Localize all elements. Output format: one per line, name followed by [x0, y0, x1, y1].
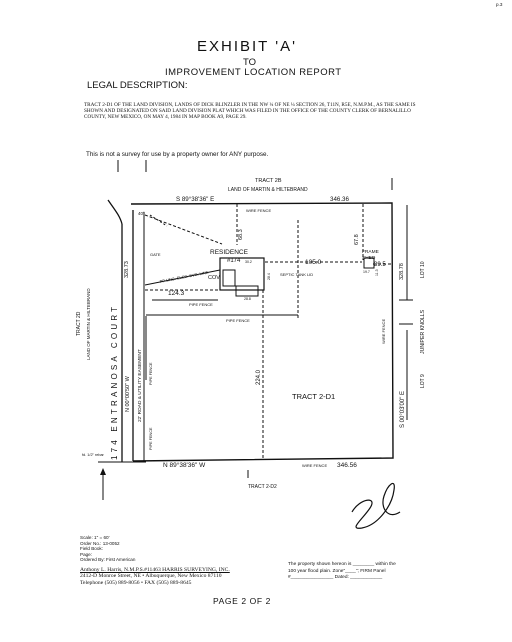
cov-label: COV [208, 275, 220, 281]
dim-28-8: 28.8 [244, 297, 251, 301]
angle-label: 40° [138, 211, 145, 216]
flood-line-3: #________________ Dated: ____________ [288, 575, 383, 580]
tract-2d-label: TRACT 2D [76, 311, 82, 336]
surveyor-name: Anthony L. Harris, N.M.P.S.#11463 HARRIS SURVEYING, INC. [80, 567, 230, 573]
land-north-label: LAND OF MARTIN & HILTEBRAND [228, 187, 308, 193]
pipe-fence-west-2: PIPE FENCE [149, 427, 153, 450]
dim-68-3: 68.3 [238, 229, 244, 240]
field-book-label: Field Book: [80, 546, 103, 551]
west-bearing-label: N 00°00'50" W [125, 376, 131, 412]
wire-fence-east: WIRE FENCE [381, 318, 386, 344]
dim-30-2: 30.2 [245, 260, 252, 264]
south-distance-label: 346.56 [337, 462, 357, 469]
south-bearing-label: N 89°38'36" W [163, 462, 206, 469]
court-label: 174 ENTRANOSA COURT [110, 303, 119, 460]
page-number: PAGE 2 OF 2 [213, 596, 271, 606]
surveyor-block [80, 567, 230, 586]
survey-info-block [80, 535, 135, 563]
disclaimer-text: This is not a survey for use by a property owner for ANY purpose. [86, 151, 269, 158]
north-distance-label: 346.36 [330, 196, 349, 203]
residence-label: RESIDENCE [210, 249, 248, 256]
residence-number: #174 [227, 258, 241, 264]
east-distance-label: 328.78 [399, 263, 405, 280]
flood-plain-block [288, 562, 396, 582]
dim-105: 105.0 [305, 259, 322, 266]
pp-line-label: PP UNG. ELEC. SVC. LINE [159, 269, 209, 284]
dim-67-8: 67.8 [354, 234, 360, 245]
pipe-fence-1: PIPE FENCE [189, 302, 213, 307]
easement-label: 22' ROAD & UTILITY EASEMENT [138, 349, 143, 422]
exhibit-title: EXHIBIT 'A' [197, 38, 297, 55]
pipe-fence-2: PIPE FENCE [226, 318, 250, 323]
surveyor-address: 2412-D Monroe Street, NE • Albuquerque, New Mexico 87110 [80, 573, 222, 580]
pipe-fence-west: PIPE FENCE [149, 362, 153, 385]
north-bearing-label: S 89°38'36" E [176, 196, 215, 203]
legal-description-text: TRACT 2-D1 OF THE LAND DIVISION, LANDS OF DICK BLINZLER IN THE NW ¼ OF NE ¼ SECTION 26, T11N, R5E, N.M.P.M., AS THE SAME IS SHOWN AND DESIGNATED ON SAID LAND DIVISION PLAT WHICH WAS FILED IN THE OFFICE OF THE COUNTY CLERK OF BERNALILLO COUNTY, NEW MEXICO, ON MAY 4, 1984 IN MAP BOOK A9, PAGE 29. [84, 102, 416, 121]
dim-39-5: 39.5 [374, 262, 386, 268]
lot-9-label: LOT 9 [420, 374, 426, 388]
page-label: Page: [80, 551, 93, 557]
dim-11-3: 11.3 [375, 269, 379, 276]
land-west-label: LAND OF MARTIN & HILTEBRAND [86, 288, 91, 360]
septic-label: SEPTIC TANK LID [280, 272, 314, 277]
juniper-label: JUNIPER KNOLLS [420, 309, 426, 354]
frame-label: FRAME [362, 250, 379, 255]
gate-label: GATE [150, 252, 161, 257]
lot-10-label: LOT 10 [420, 261, 426, 278]
scale-label: Scale: 1" = 60' [80, 535, 110, 540]
dim-124-3: 124.3 [168, 290, 185, 297]
surveyor-phone: Telephone (505) 889-8056 • FAX (505) 889-8645 [80, 579, 192, 586]
tract-2b-label: TRACT 2B [255, 178, 282, 184]
flood-line-2: 100 year flood plain. Zone"____"; FIRM Panel [288, 568, 386, 574]
flood-line-1: The property shown hereon is ________ within the [288, 562, 396, 567]
report-title: IMPROVEMENT LOCATION REPORT [165, 67, 342, 78]
dim-19-7: 19.7 [363, 270, 370, 274]
tract-2d1-label: TRACT 2-D1 [292, 392, 336, 401]
wire-fence-south: WIRE FENCE [302, 463, 328, 468]
to-label: TO [243, 57, 257, 68]
wire-fence-north: WIRE FENCE [246, 208, 272, 213]
order-label: Order No.: 13-0052 [80, 540, 120, 546]
legal-description-label: LEGAL DESCRIPTION: [87, 80, 188, 91]
west-distance-label: 328.73 [124, 261, 130, 278]
east-bearing-label: S 00°03'00" E [400, 390, 406, 428]
dim-28-4: 28.4 [267, 273, 271, 280]
rebar-label: fd. 1/2" rebar [82, 453, 104, 457]
tract-2d2-label: TRACT 2-D2 [248, 484, 277, 490]
dim-224: 224.0 [256, 369, 262, 385]
shed-label: SHED [362, 256, 376, 261]
page-corner-label: p.3 [496, 2, 503, 7]
ordered-by-label: Ordered By: First American [80, 557, 136, 562]
